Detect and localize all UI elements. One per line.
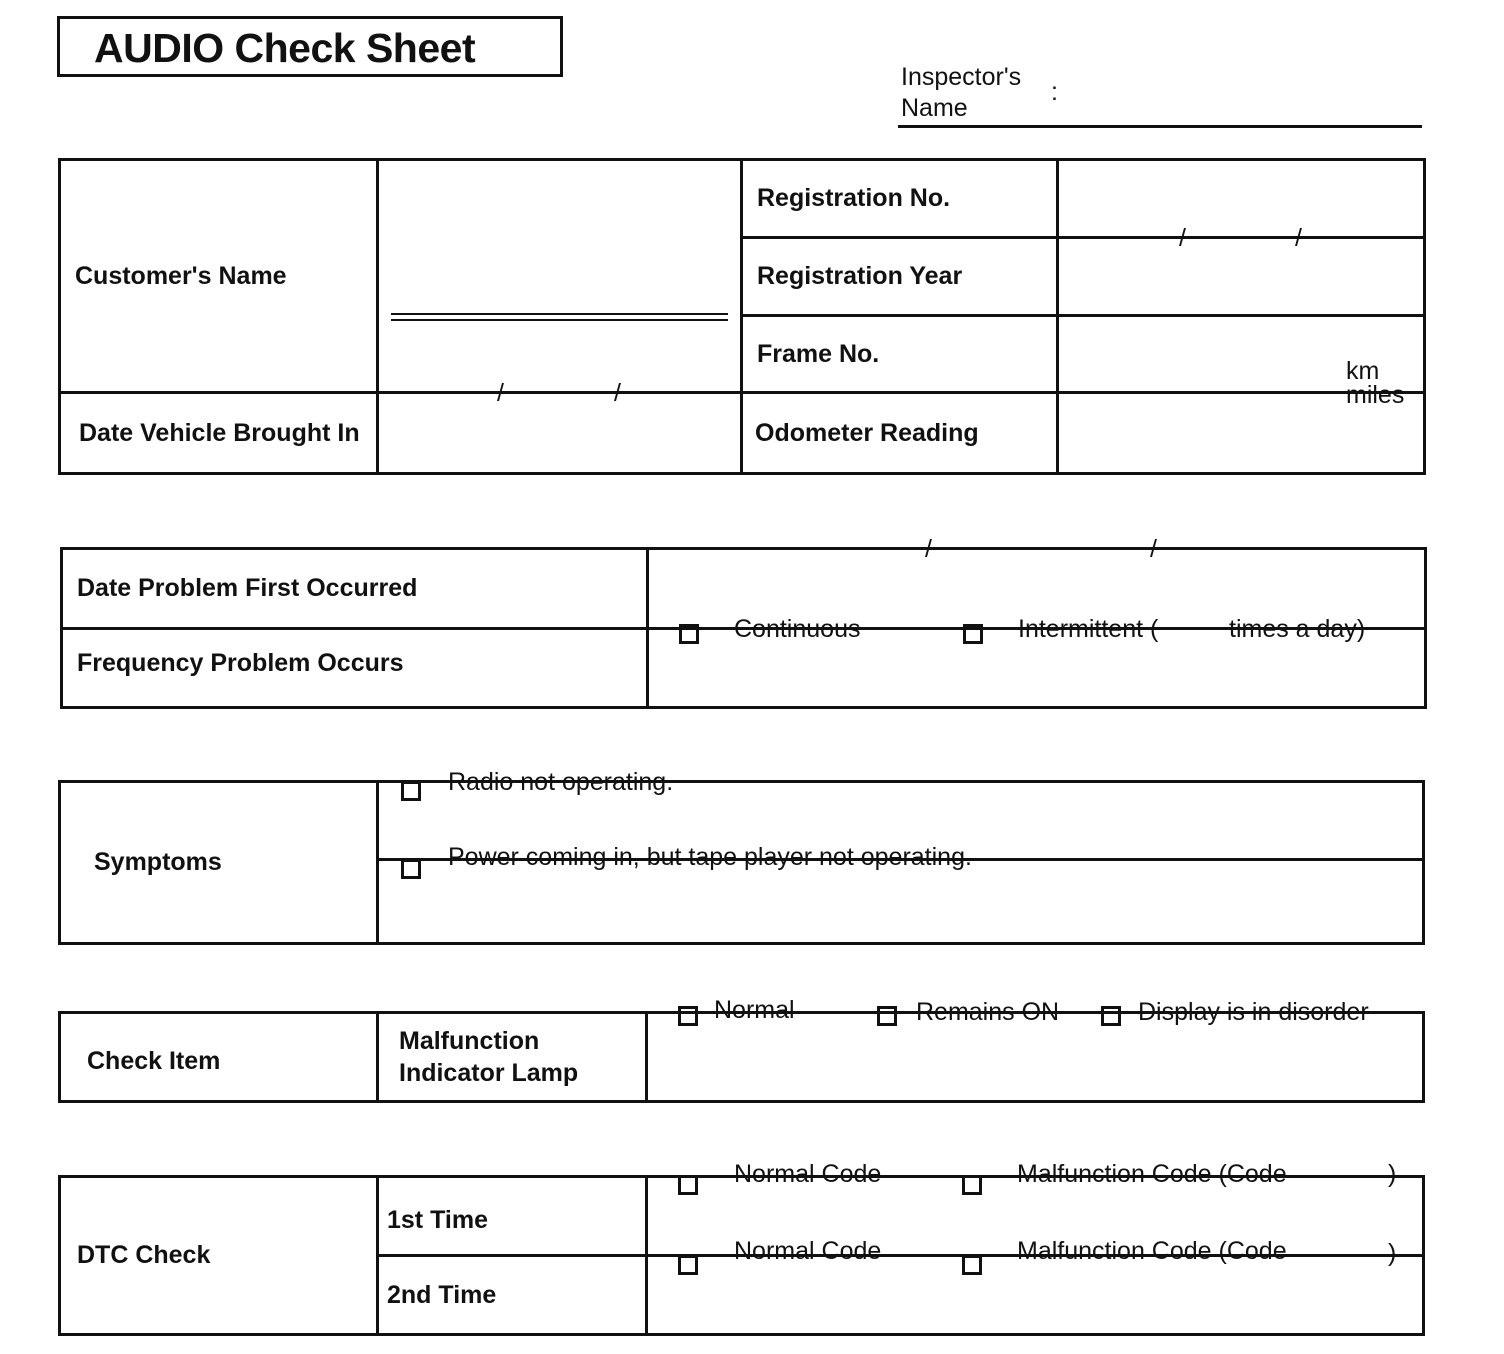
- lamp-display-disorder-checkbox[interactable]: [1101, 1006, 1121, 1026]
- symptom-row: [378, 843, 1424, 944]
- frequency-label: Frequency Problem Occurs: [62, 629, 648, 708]
- date-brought-in-field[interactable]: [378, 379, 742, 474]
- odometer-unit-miles: miles: [1346, 381, 1405, 409]
- registration-year-label: Registration Year: [742, 238, 1058, 316]
- customer-name-field[interactable]: [378, 160, 742, 393]
- date-first-occurred-label: Date Problem First Occurred: [62, 549, 648, 629]
- inspector-colon: :: [1051, 78, 1058, 106]
- symptom-label: Radio not operating.: [448, 768, 674, 796]
- times-a-day-label: times a day): [1229, 615, 1366, 643]
- registration-year-field[interactable]: [1058, 224, 1425, 316]
- date-separator: /: [1295, 224, 1302, 252]
- lamp-normal-label: Normal: [714, 996, 795, 1024]
- odometer-unit-km: km: [1346, 357, 1380, 385]
- lamp-remains-on-label: Remains ON: [916, 998, 1060, 1026]
- registration-no-label: Registration No.: [742, 160, 1058, 238]
- customer-name-underline: [391, 313, 728, 321]
- inspector-name-label: Inspector's Name: [901, 63, 1022, 122]
- date-separator: /: [497, 379, 504, 407]
- code-close-paren: ): [1388, 1239, 1397, 1267]
- title-box: [57, 16, 563, 77]
- date-separator: /: [1150, 535, 1157, 563]
- symptoms-table: [58, 768, 1425, 945]
- symptom-label: Power coming in, but tape player not operating.: [448, 843, 972, 871]
- inspector-name-field[interactable]: [898, 125, 1422, 128]
- code-close-paren: ): [1388, 1160, 1397, 1188]
- customer-name-label: Customer's Name: [60, 160, 378, 393]
- date-separator: /: [925, 535, 932, 563]
- continuous-checkbox[interactable]: [679, 624, 699, 644]
- intermittent-checkbox[interactable]: [963, 624, 983, 644]
- dtc-check-label: DTC Check: [60, 1177, 378, 1335]
- frequency-options: [648, 615, 1426, 708]
- registration-no-field[interactable]: [1058, 160, 1425, 238]
- dtc-2nd-time-label: 2nd Time: [378, 1256, 647, 1335]
- radio-not-operating-checkbox[interactable]: [401, 781, 421, 801]
- date-separator: /: [1179, 224, 1186, 252]
- malfunction-code-label: Malfunction Code (Code: [1017, 1160, 1287, 1188]
- dtc-1st-normal-checkbox[interactable]: [678, 1175, 698, 1195]
- date-separator: /: [614, 379, 621, 407]
- intermittent-label: Intermittent (: [1018, 615, 1159, 643]
- normal-code-label: Normal Code: [734, 1160, 882, 1188]
- odometer-field[interactable]: [1058, 357, 1425, 474]
- problem-table: [60, 535, 1427, 709]
- malfunction-code-label: Malfunction Code (Code: [1017, 1237, 1287, 1265]
- dtc-2nd-malfunction-checkbox[interactable]: [962, 1255, 982, 1275]
- dtc-1st-time-label: 1st Time: [378, 1177, 647, 1256]
- odometer-label: Odometer Reading: [742, 393, 1058, 474]
- malfunction-indicator-lamp-label: Malfunction Indicator Lamp: [378, 1013, 647, 1102]
- symptoms-label: Symptoms: [60, 782, 378, 944]
- lamp-options: [647, 996, 1424, 1102]
- dtc-check-table: [58, 1160, 1425, 1336]
- lamp-display-disorder-label: Display is in disorder: [1138, 998, 1369, 1026]
- lamp-remains-on-checkbox[interactable]: [877, 1006, 897, 1026]
- date-brought-in-label: Date Vehicle Brought In: [60, 393, 378, 474]
- lamp-normal-checkbox[interactable]: [678, 1006, 698, 1026]
- normal-code-label: Normal Code: [734, 1237, 882, 1265]
- page-title: AUDIO Check Sheet: [94, 25, 476, 71]
- tape-player-not-operating-checkbox[interactable]: [401, 859, 421, 879]
- dtc-1st-malfunction-checkbox[interactable]: [962, 1175, 982, 1195]
- check-item-table: [58, 996, 1425, 1103]
- continuous-label: Continuous: [734, 615, 861, 643]
- dtc-2nd-time-options: [647, 1237, 1424, 1335]
- frame-no-label: Frame No.: [742, 316, 1058, 393]
- check-item-label: Check Item: [60, 1013, 378, 1102]
- dtc-2nd-normal-checkbox[interactable]: [678, 1255, 698, 1275]
- vehicle-info-table: [58, 158, 1426, 475]
